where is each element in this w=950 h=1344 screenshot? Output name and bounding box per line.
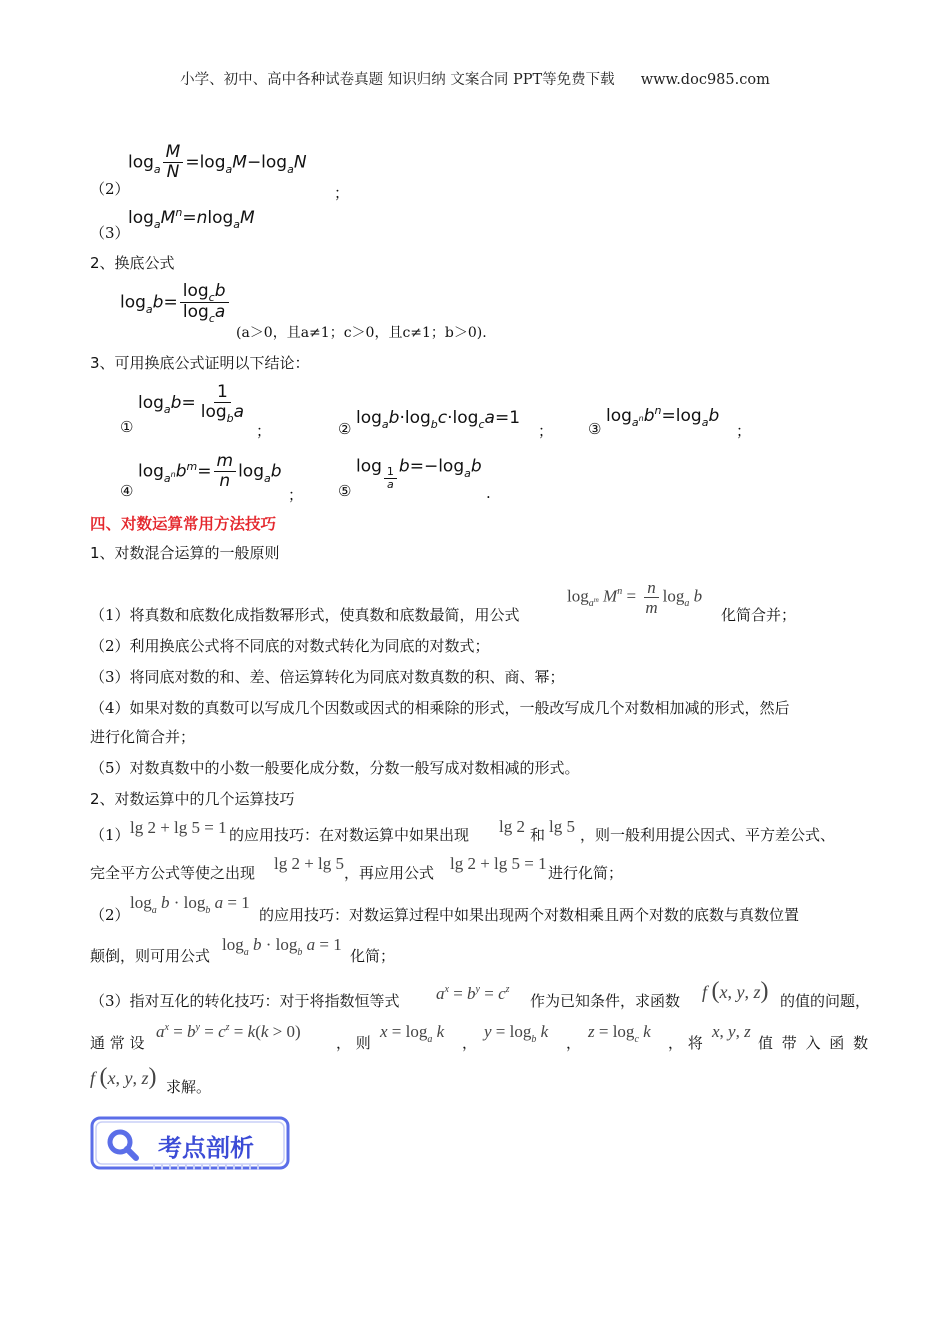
rule-3-label: （3） [90,224,130,242]
search-icon [106,1128,140,1162]
corollary-4-mark: ④ [120,482,134,500]
corollary-2-formula: $\log_ab\cdot\log_bc\cdot\log_ca=1$ [356,408,521,431]
corollary-4-sep: ； [288,486,304,504]
principle-4-line2: 进行化简合并； [90,728,196,746]
technique-3-line3-function: f (x, y, z) [90,1064,157,1090]
header-site: www.doc985.com [640,72,770,88]
corollaries-title: 3、可用换底公式证明以下结论： [90,354,310,372]
subsection-1-title: 1、对数混合运算的一般原则 [90,544,280,562]
corollary-5-formula: log $\frac{1}{a}$ $b=-\log_ab$ [356,456,482,491]
corollary-5-end: . [486,484,491,502]
technique-1-label: （1） [90,826,130,844]
technique-3-line2-comma2: ， [566,1034,582,1052]
corollary-1-mark: ① [120,418,134,436]
corollary-2-mark: ② [338,420,352,438]
technique-2-line2-a: 颠倒，则可用公式 [90,947,211,965]
rule-2-sep: ； [334,184,350,202]
technique-2-text-a: 的应用技巧：对数运算过程中如果出现两个对数相乘且两个对数的底数与真数位置 [259,906,800,924]
technique-3-line2-a: 通 常 设 [90,1034,145,1052]
principle-5-text: （5）对数真数中的小数一般要化成分数，分数一般写成对数相减的形式。 [90,759,580,777]
technique-3-text-b: 作为已知条件，求函数 [530,992,681,1010]
corollary-4-formula: $\log_{a^n}b^m=$ $\frac{m}{n}$ $\log_ab$ [138,451,282,491]
technique-3-line2-d: 值 带 入 函 数 [758,1034,871,1052]
header-text: 小学、初中、高中各种试卷真题 知识归纳 文案合同 PPT等免费下载 [180,72,615,88]
subsection-2-title: 2、对数运算中的几个运算技巧 [90,790,295,808]
technique-1-line2-c: 进行化简； [548,864,624,882]
technique-3-function: f (x, y, z) [702,978,769,1004]
corollary-1-formula: $\log_ab=$ $\frac{1}{\log_ba}$ [138,382,245,425]
change-of-base-condition: (a＞0，且a≠1；c＞0，且c≠1；b＞0). [236,325,487,341]
corollary-3-formula: $\log_{a^n}b^n=\log_ab$ [606,404,720,429]
technique-1-line2-a: 完全平方公式等使之出现 [90,864,256,882]
technique-2-line2-b: 化简； [350,947,396,965]
principle-4-line1: （4）如果对数的真数可以写成几个因数或因式的相乘除的形式，一般改写成几个对数相加减的形式，然后 [90,699,790,717]
technique-3-text-a: （3）指对互化的转化技巧：对于将指数恒等式 [90,992,400,1010]
rule-3-formula: $\log_aM^n=nlog_aM$ [128,206,255,231]
technique-1-formula: lg 2 + lg 5 = 1 [130,818,227,837]
corollary-2-sep: ； [538,422,554,440]
technique-1-text-a: 的应用技巧：在对数运算中如果出现 [229,826,470,844]
technique-2-label: （2） [90,906,130,924]
technique-3-line2-c: ， 将 [668,1034,703,1052]
technique-3-line2-comma1: ， [462,1034,478,1052]
technique-3-line2-vars: x, y, z [712,1022,751,1041]
technique-3-line2-b: ， 则 [336,1034,371,1052]
rule-2-label: （2） [90,180,130,198]
corollary-3-mark: ③ [588,420,602,438]
technique-1-text-b: 和 [530,826,546,844]
technique-3-line2-y: $y = \log_b k$ [484,1022,549,1045]
technique-2-formula: $\log_a b \cdot \log_b a = 1$ [130,893,250,916]
technique-1-line2-formula2: lg 2 + lg 5 = 1 [450,854,547,873]
technique-3-line2-set: $a^x = b^y = c^z = k(k > 0)$ [156,1022,301,1041]
technique-3-text-c: 的值的问题， [780,992,871,1010]
principle-2-text: （2）利用换底公式将不同底的对数式转化为同底的对数式； [90,637,490,655]
corollary-5-mark: ⑤ [338,482,352,500]
principle-1-text: （1）将真数和底数化成指数幂形式，使真数和底数最简，用公式 [90,606,520,624]
page-header [0,68,950,89]
badge-label: 考点剖析 [158,1134,254,1162]
change-of-base-formula: $\log_ab=$ $\frac{\log_cb}{\log_ca}$ [120,282,231,323]
technique-3-line2-z: $z = \log_c k$ [588,1022,651,1045]
technique-1-lg5: lg 5 [549,817,575,836]
principle-1-after: 化简合并； [721,606,797,624]
technique-3-line2-x: $x = \log_a k$ [380,1022,445,1045]
technique-1-lg2: lg 2 [499,817,525,836]
technique-3-line3-text: 求解。 [166,1078,212,1096]
rule-2-formula: $\log_a$ $\frac{M}{N}$ $=\log_aM-\log_aN$ [128,142,307,182]
technique-1-text-c: ，则一般利用提公因式、平方差公式、 [580,826,836,844]
section-badge [90,1114,290,1174]
technique-1-line2-formula1: lg 2 + lg 5 [274,854,345,873]
principle-1-formula: $\log_{a^m} M^n$ = $\frac{n}{m}$ $\log_a b$ [567,578,703,617]
corollary-1-sep: ； [256,422,272,440]
technique-2-line2-formula: $\log_a b \cdot \log_b a = 1$ [222,935,342,958]
change-of-base-title: 2、换底公式 [90,254,175,272]
principle-3-text: （3）将同底对数的和、差、倍运算转化为同底对数真数的积、商、幂； [90,668,565,686]
technique-3-identity: $a^x = b^y = c^z$ [436,984,510,1003]
section-4-title: 四、对数运算常用方法技巧 [90,515,277,533]
technique-1-line2-b: ，再应用公式 [344,864,435,882]
corollary-3-sep: ； [736,422,752,440]
